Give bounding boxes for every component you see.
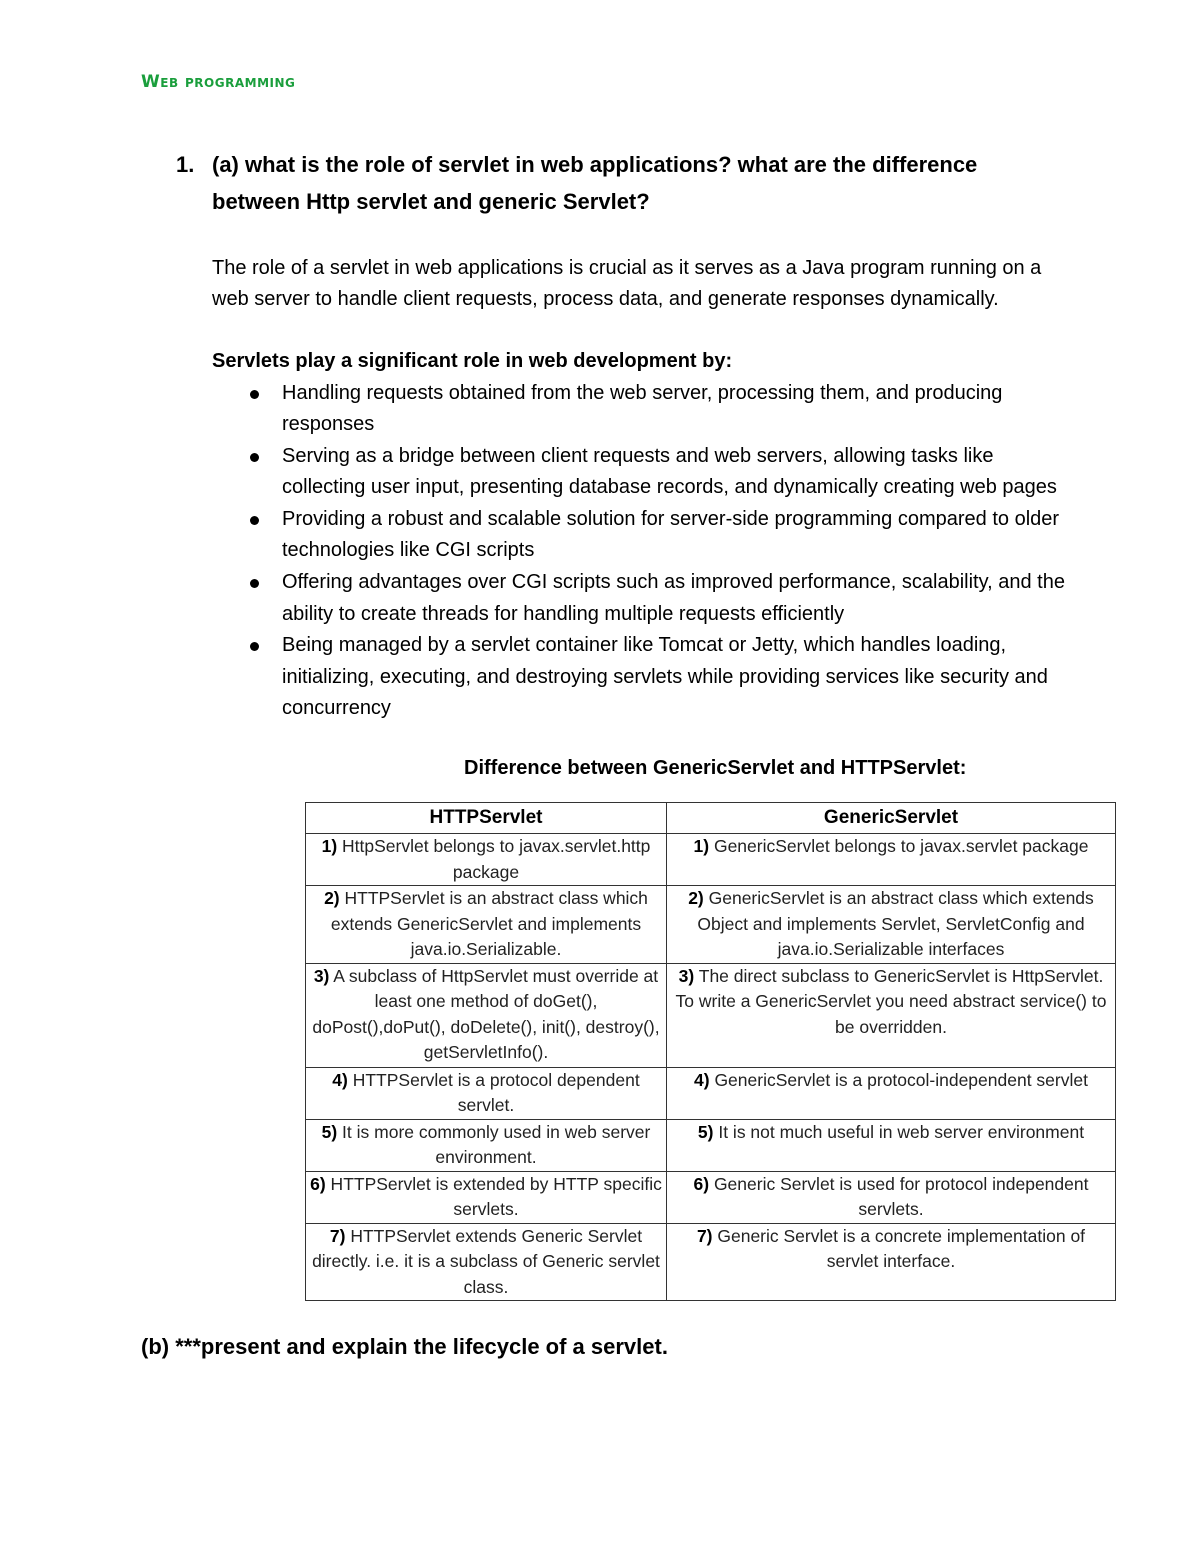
genericservlet-cell: 6) Generic Servlet is used for protocol independent servlets. xyxy=(667,1171,1116,1223)
list-item xyxy=(212,378,1072,441)
genericservlet-cell: 3) The direct subclass to GenericServlet is HttpServlet. To write a GenericServlet you need abstract service() to be overridden. xyxy=(667,963,1116,1067)
intro-paragraph: The role of a servlet in web applications is crucial as it serves as a Java program running on a web server to handle client requests, process data, and generate responses dynamically. xyxy=(212,257,1042,310)
question-number: 1. xyxy=(176,152,195,177)
table-row xyxy=(306,1119,1116,1171)
table-row xyxy=(306,1067,1116,1119)
genericservlet-cell: 2) GenericServlet is an abstract class which extends Object and implements Servlet, ServletConfig and java.io.Serializable interfaces xyxy=(667,886,1116,964)
comparison-table xyxy=(305,802,1116,1301)
table-title: Difference between GenericServlet and HTTPServlet: xyxy=(464,757,967,779)
column-header-httpservlet: HTTPServlet xyxy=(306,803,667,834)
table-row xyxy=(306,834,1116,886)
table-row xyxy=(306,1171,1116,1223)
genericservlet-cell: 1) GenericServlet belongs to javax.servlet package xyxy=(667,834,1116,886)
table-header-row xyxy=(306,803,1116,834)
list-item-text: Offering advantages over CGI scripts such as improved performance, scalability, and the ability to create threads for handling multiple requests efficiently xyxy=(282,571,1065,625)
list-item-text: Being managed by a servlet container like Tomcat or Jetty, which handles loading, initializing, executing, and destroying servlets while providing services like security and concurrency xyxy=(282,634,1048,719)
genericservlet-cell: 7) Generic Servlet is a concrete implementation of servlet interface. xyxy=(667,1223,1116,1301)
bullet-icon xyxy=(250,516,259,525)
httpservlet-cell: 4) HTTPServlet is a protocol dependent servlet. xyxy=(306,1067,667,1119)
table-row xyxy=(306,886,1116,964)
genericservlet-cell: 5) It is not much useful in web server environment xyxy=(667,1119,1116,1171)
list-item xyxy=(212,630,1072,724)
bullet-icon xyxy=(250,453,259,462)
table-row xyxy=(306,1223,1116,1301)
list-item-text: Serving as a bridge between client requests and web servers, allowing tasks like collecting user input, presenting database records, and dynamically creating web pages xyxy=(282,445,1057,499)
list-item-text: Providing a robust and scalable solution for server-side programming compared to older technologies like CGI scripts xyxy=(282,508,1060,562)
column-header-genericservlet: GenericServlet xyxy=(667,803,1116,834)
list-item-text: Handling requests obtained from the web server, processing them, and producing responses xyxy=(282,382,1003,436)
table-row xyxy=(306,963,1116,1067)
servlet-roles-list xyxy=(212,378,1072,725)
document-header: Web programming xyxy=(141,72,296,92)
question-title xyxy=(176,146,996,220)
list-item xyxy=(212,441,1072,504)
genericservlet-cell: 4) GenericServlet is a protocol-independent servlet xyxy=(667,1067,1116,1119)
bullet-icon xyxy=(250,642,259,651)
question-text: (a) what is the role of servlet in web applications? what are the difference between Http servlet and generic Servlet? xyxy=(212,152,978,214)
servlet-roles-subheading: Servlets play a significant role in web development by: xyxy=(212,350,733,372)
httpservlet-cell: 1) HttpServlet belongs to javax.servlet.http package xyxy=(306,834,667,886)
httpservlet-cell: 2) HTTPServlet is an abstract class which extends GenericServlet and implements java.io.Serializable. xyxy=(306,886,667,964)
httpservlet-cell: 7) HTTPServlet extends Generic Servlet directly. i.e. it is a subclass of Generic servlet class. xyxy=(306,1223,667,1301)
list-item xyxy=(212,567,1072,630)
bullet-icon xyxy=(250,390,259,399)
part-b-question: (b) ***present and explain the lifecycle of a servlet. xyxy=(141,1334,668,1359)
bullet-icon xyxy=(250,579,259,588)
httpservlet-cell: 3) A subclass of HttpServlet must override at least one method of doGet(), doPost(),doPut(), doDelete(), init(), destroy(), getServletInfo(). xyxy=(306,963,667,1067)
list-item xyxy=(212,504,1072,567)
httpservlet-cell: 6) HTTPServlet is extended by HTTP specific servlets. xyxy=(306,1171,667,1223)
httpservlet-cell: 5) It is more commonly used in web server environment. xyxy=(306,1119,667,1171)
